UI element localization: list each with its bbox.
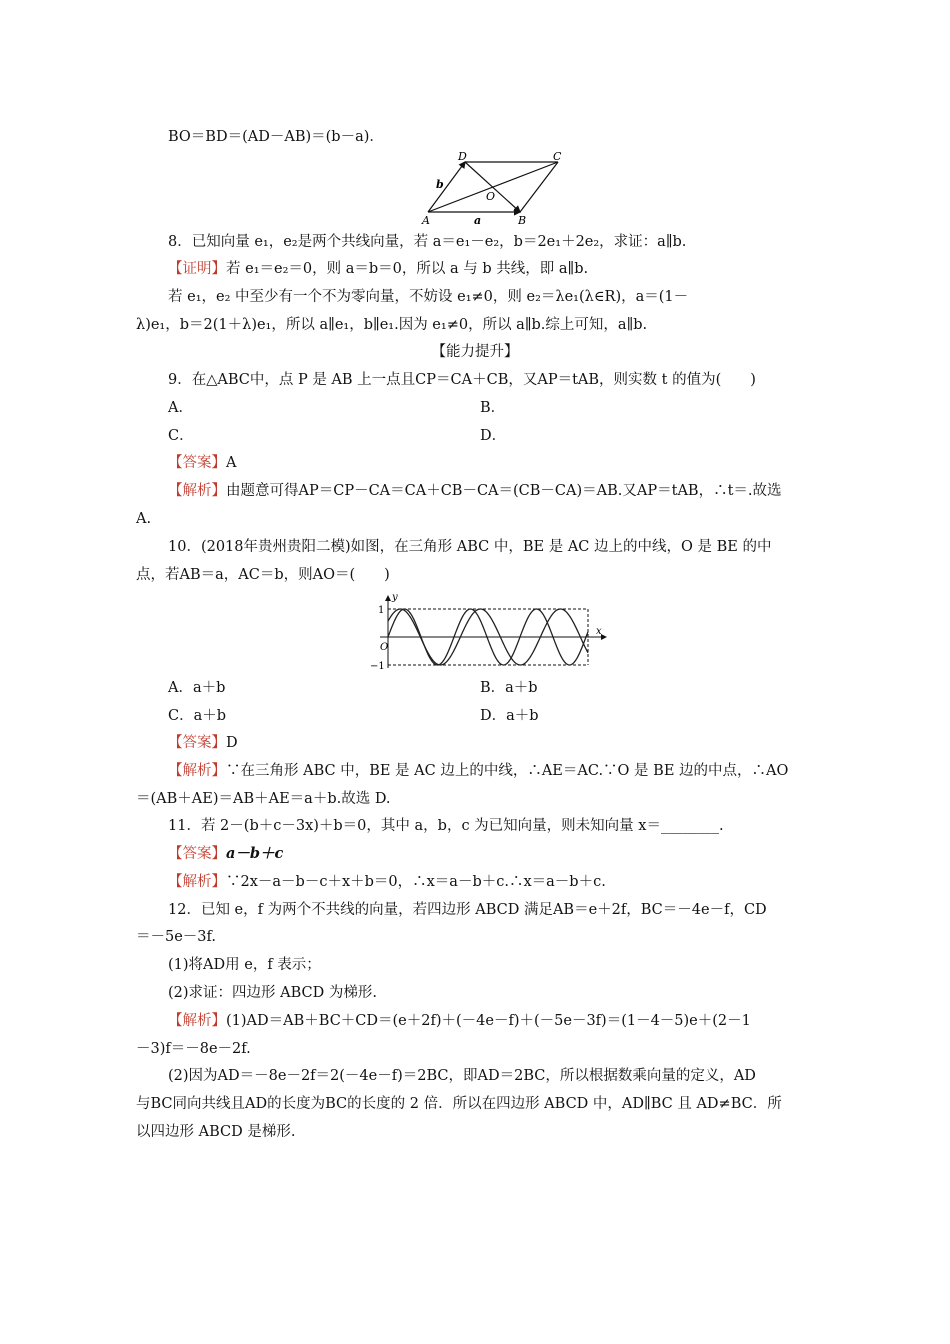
answer-tag: 【答案】 bbox=[168, 735, 226, 751]
q11-solution bbox=[168, 872, 606, 892]
label-O: O bbox=[486, 190, 496, 203]
q10-answer bbox=[168, 733, 238, 753]
q11-solution-text: ∵2x－a－b－c＋x＋b＝0，∴x＝a－b＋c.∴x＝a－b＋c. bbox=[226, 874, 606, 890]
q8-proof-line1 bbox=[168, 259, 588, 279]
q10-option-c: C．a＋b bbox=[168, 708, 227, 724]
q10-text2: 点，若AB＝a，AC＝b，则AO＝( ) bbox=[136, 567, 390, 583]
q8-text: 8．已知向量 e₁，e₂是两个共线向量，若 a＝e₁－e₂，b＝2e₁＋2e₂，求证：a∥b. bbox=[168, 234, 687, 250]
q11-answer bbox=[168, 844, 283, 864]
label-C: C bbox=[553, 150, 562, 163]
solution-tag: 【解析】 bbox=[168, 874, 226, 890]
origin-label: O bbox=[380, 642, 389, 653]
q8-proof-line3: λ)e₁，b＝2(1＋λ)e₁，所以 a∥e₁，b∥e₁.因为 e₁≠0，所以 a∥b.综上可知，a∥b. bbox=[136, 317, 648, 333]
q9-option-a: A． bbox=[168, 400, 193, 416]
q9-solution-line1 bbox=[168, 481, 782, 501]
q12-text2: ＝－5e－3f. bbox=[136, 929, 216, 945]
label-A: A bbox=[422, 214, 430, 227]
q10-answer-value: D bbox=[226, 735, 238, 751]
q8-proof-line2: 若 e₁，e₂ 中至少有一个不为零向量，不妨设 e₁≠0，则 e₂＝λe₁(λ∈R)，a＝(1－ bbox=[168, 289, 689, 305]
q9-solution-text1: 由题意可得AP＝CP－CA＝CA＋CB－CA＝(CB－CA)＝AB.又AP＝tAB，∴t＝.故选 bbox=[226, 483, 782, 499]
label-a: a bbox=[474, 214, 482, 227]
tick-1-label: 1 bbox=[378, 605, 385, 616]
q12-solution-line3: (2)因为AD＝－8e－2f＝2(－4e－f)＝2BC，即AD＝2BC，所以根据数乘向量的定义，AD bbox=[168, 1068, 756, 1084]
q11-answer-value: a－b＋c bbox=[226, 845, 284, 862]
solution-tag: 【解析】 bbox=[168, 1013, 226, 1029]
q9-solution-line2: A. bbox=[136, 511, 152, 527]
q10-option-a: A．a＋b bbox=[168, 680, 226, 696]
solution-tag: 【解析】 bbox=[168, 483, 226, 499]
q12-solution-line2: －3)f＝－8e－2f. bbox=[136, 1041, 251, 1057]
q12-solution-line5: 以四边形 ABCD 是梯形. bbox=[136, 1124, 296, 1140]
q10-option-b: B．a＋b bbox=[480, 680, 538, 696]
q9-option-b: B． bbox=[480, 400, 506, 416]
wave-figure bbox=[368, 590, 613, 672]
answer-tag: 【答案】 bbox=[168, 455, 226, 471]
q10-solution-line2: ＝(AB＋AE)＝AB＋AE＝a＋b.故选 D. bbox=[136, 791, 391, 807]
q10-option-d: D．a＋b bbox=[480, 708, 539, 724]
axis-x-label: x bbox=[596, 626, 602, 637]
q10-text1: 10．(2018年贵州贵阳二模)如图，在三角形 ABC 中，BE 是 AC 边上的中线，O 是 BE 的中 bbox=[168, 539, 772, 555]
q9-text: 9．在△ABC中，点 P 是 AB 上一点且CP＝CA＋CB，又AP＝tAB，则实数 t 的值为( ) bbox=[168, 372, 756, 388]
tick-neg1-label: −1 bbox=[370, 661, 385, 672]
solution-tag: 【解析】 bbox=[168, 763, 226, 779]
line-bo-bd: BO＝BD＝(AD－AB)＝(b－a)． bbox=[168, 129, 384, 145]
q9-answer-value: A bbox=[226, 455, 237, 471]
q11-text: 11．若 2－(b＋c－3x)＋b＝0，其中 a，b，c 为已知向量，则未知向量 x＝________. bbox=[168, 818, 724, 834]
q10-solution-line1 bbox=[168, 761, 788, 781]
q12-part2: (2)求证：四边形 ABCD 为梯形. bbox=[168, 985, 377, 1001]
q12-text1: 12．已知 e，f 为两个不共线的向量，若四边形 ABCD 满足AB＝e＋2f，BC＝－4e－f，CD bbox=[168, 902, 767, 918]
answer-tag: 【答案】 bbox=[168, 846, 226, 862]
q10-solution-text1: ∵在三角形 ABC 中，BE 是 AC 边上的中线，∴AE＝AC.∵O 是 BE 边的中点，∴AO bbox=[226, 763, 789, 779]
parallelogram-figure bbox=[420, 150, 570, 228]
q9-option-c: C． bbox=[168, 428, 194, 444]
proof-tag: 【证明】 bbox=[168, 261, 226, 277]
q12-solution-line1 bbox=[168, 1011, 751, 1031]
section-heading: 【能力提升】 bbox=[431, 344, 519, 360]
q12-solution-text1: (1)AD＝AB＋BC＋CD＝(e＋2f)＋(－4e－f)＋(－5e－3f)＝(1－4－5)e＋(2－1 bbox=[226, 1013, 751, 1029]
label-b: b bbox=[436, 178, 444, 191]
q12-solution-line4: 与BC同向共线且AD的长度为BC的长度的 2 倍．所以在四边形 ABCD 中，AD∥BC 且 AD≠BC．所 bbox=[136, 1096, 782, 1112]
axis-y-label: y bbox=[392, 592, 398, 603]
label-B: B bbox=[518, 214, 527, 227]
q8-proof-text1: 若 e₁＝e₂＝0，则 a＝b＝0，所以 a 与 b 共线，即 a∥b. bbox=[226, 261, 589, 277]
label-D: D bbox=[458, 150, 467, 163]
q12-part1: (1)将AD用 e，f 表示； bbox=[168, 957, 321, 973]
q9-answer bbox=[168, 453, 236, 473]
q9-option-d: D． bbox=[480, 428, 507, 444]
